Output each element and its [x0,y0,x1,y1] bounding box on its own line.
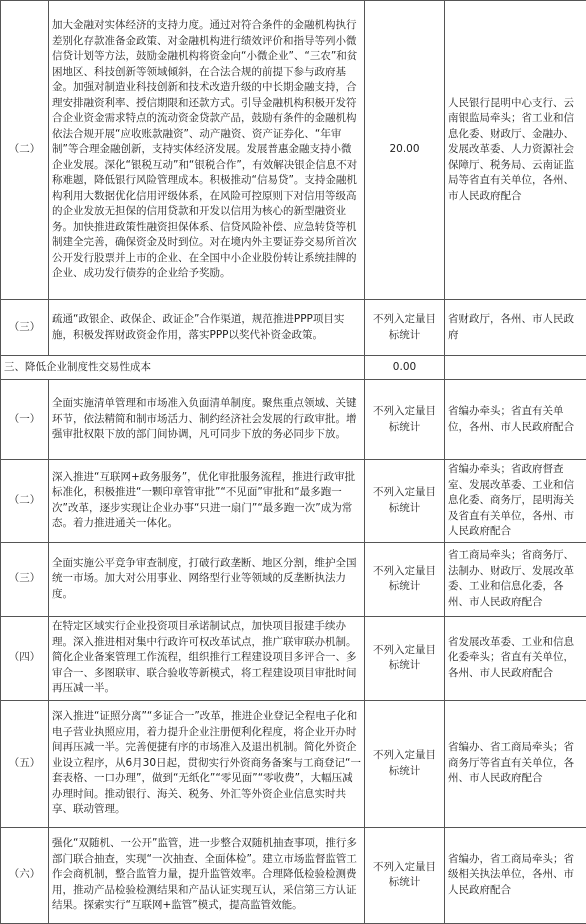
row-department: 省编办、省工商局牵头；省商务厅等省直有关单位，各州、市人民政府配合 [445,700,586,827]
table-row [1,380,586,460]
table-row [1,616,586,700]
row-target: 不列入定量目标统计 [365,616,445,700]
table-row [1,1,586,300]
row-department: 省发展改革委、工业和信息化委牵头；省直有关单位，各州、市人民政府配合 [445,616,586,700]
row-target: 不列入定量目标统计 [365,300,445,356]
row-target: 不列入定量目标统计 [365,827,445,923]
row-number: （六） [1,827,49,923]
row-department: 省编办牵头；省政府督查室、发展改革委、工业和信息化委、商务厅，昆明海关及省直有关单位，各州、市人民政府配合 [445,460,586,543]
row-content: 在特定区域实行企业投资项目承诺制试点，加快项目报建手续办理。深入推进相对集中行政许可权改革试点，推广联审联办机制。简化企业备案管理工作流程，组织推行工程建设项目多评合一、多审合一、多图联审、联合验收等新模式，将工程建设项目审批时间再压减一半。 [49,616,365,700]
table-row [1,827,586,923]
row-target: 不列入定量目标统计 [365,380,445,460]
row-content: 强化“双随机、一公开”监管，进一步整合双随机抽查事项，推行多部门联合抽查，实现“一次抽查、全面体检”。建立市场监督监管工作会商机制，整合监管力量，提升监管效率。合理降低检验检测费用，推动产品检验检测结果和产品认证实现互认，采信第三方认证结果。探索实行“互联网+监管”模式，提高监管效能。 [49,827,365,923]
row-number: （三） [1,300,49,356]
row-target: 不列入定量目标统计 [365,700,445,827]
row-content: 深入推进“互联网+政务服务”，优化审批服务流程，推进行政审批标准化，积极推进“一颗印章管审批”“不见面”审批和“最多跑一次”改革，逐步实现让企业办事“只进一扇门”“最多跑一次”成为常态。着力推进通关一体化。 [49,460,365,543]
table-row [1,300,586,356]
section-target: 0.00 [365,356,445,380]
row-department: 省工商局牵头；省商务厅、法制办、财政厅、发展改革委、工业和信息化委，各州、市人民政府配合 [445,542,586,616]
row-content: 疏通“政银企、政保企、政证企”合作渠道，规范推进PPP项目实施，积极发挥财政资金作用，落实PPP以奖代补资金政策。 [49,300,365,356]
row-number: （二） [1,460,49,543]
section-row [1,356,586,380]
row-number: （四） [1,616,49,700]
table-row [1,700,586,827]
row-department: 人民银行昆明中心支行、云南银监局牵头；省工业和信息化委、财政厅、金融办、发展改革委、人力资源社会保障厅、税务局、云南证监局等省直有关单位，各州、市人民政府配合 [445,1,586,300]
section-department [445,356,586,380]
row-number: （一） [1,380,49,460]
row-target: 不列入定量目标统计 [365,542,445,616]
table-row [1,542,586,616]
table-row [1,460,586,543]
row-target: 20.00 [365,1,445,300]
row-content: 加大金融对实体经济的支持力度。通过对符合条件的金融机构执行差别化存款准备金政策、对金融机构进行绩效评价和指导等列小微信贷计划等方法，鼓励金融机构将资金向“小微企业”、“三农”和贫困地区、科技创新等领域倾斜，在合法合规的前提下参与政府基金。加强对制造业科技创新和技术改造升级的中长期金融支持，合理安排融资利率、授信期限和还款方式。引导金融机构积极开发符合企业资金需求特点的流动资金贷款产品，鼓励有条件的金融机构依法合规开展“应收账款融资”、动产融资、资产证券化、“年审制”等合理金融创新，支持实体经济发展。发展普惠金融支持小微企业发展。深化“银税互动”和“银税合作”，有效解决银企信息不对称难题，降低银行风险管理成本。积极推动“信易贷”。支持金融机构利用大数据优化信用评级体系，在风险可控原则下对信用等级高的企业发放无担保的信用贷款和开发以信用为核心的新型融资业务。加快推进政策性融资担保体系、信贷风险补偿、应急转贷等机制建全完善，确保资金及时到位。对在境内外主要证券交易所首次公开发行股票并上市的企业、在全国中小企业股份转让系统挂牌的企业、成功发行债券的企业给予奖励。 [49,1,365,300]
section-title: 三、降低企业制度性交易性成本 [1,356,365,380]
row-number: （二） [1,1,49,300]
row-content: 全面实施清单管理和市场准入负面清单制度。聚焦重点领域、关键环节，依法精简和制市场活力、制约经济社会发展的行政审批。增强审批权限下放的部门间协调，凡可同步下放的务必同步下放。 [49,380,365,460]
row-department: 省编办，省工商局牵头；省级相关执法单位，各州、市人民政府配合 [445,827,586,923]
row-department: 省财政厅，各州、市人民政府 [445,300,586,356]
row-content: 深入推进“证照分离”“多证合一”改革，推进企业登记全程电子化和电子营业执照应用，着力提升企业注册便利化程度，将企业开办时间再压减一半。完善便捷有序的市场准入及退出机制。简化外资企业设立程序，从6月30日起，贯彻实行外资商务备案与工商登记“一套表格、一口办理”，做到“无纸化”“零见面”“零收费”，大幅压减办理时间。推动银行、海关、税务、外汇等外资企业信息实时共享、联动管理。 [49,700,365,827]
row-number: （五） [1,700,49,827]
row-target: 不列入定量目标统计 [365,460,445,543]
row-content: 全面实施公平竞争审查制度，打破行政垄断、地区分割，维护全国统一市场。加大对公用事业、网络型行业等领域的反垄断执法力度。 [49,542,365,616]
row-number: （三） [1,542,49,616]
row-department: 省编办牵头；省直有关单位，各州、市人民政府配合 [445,380,586,460]
